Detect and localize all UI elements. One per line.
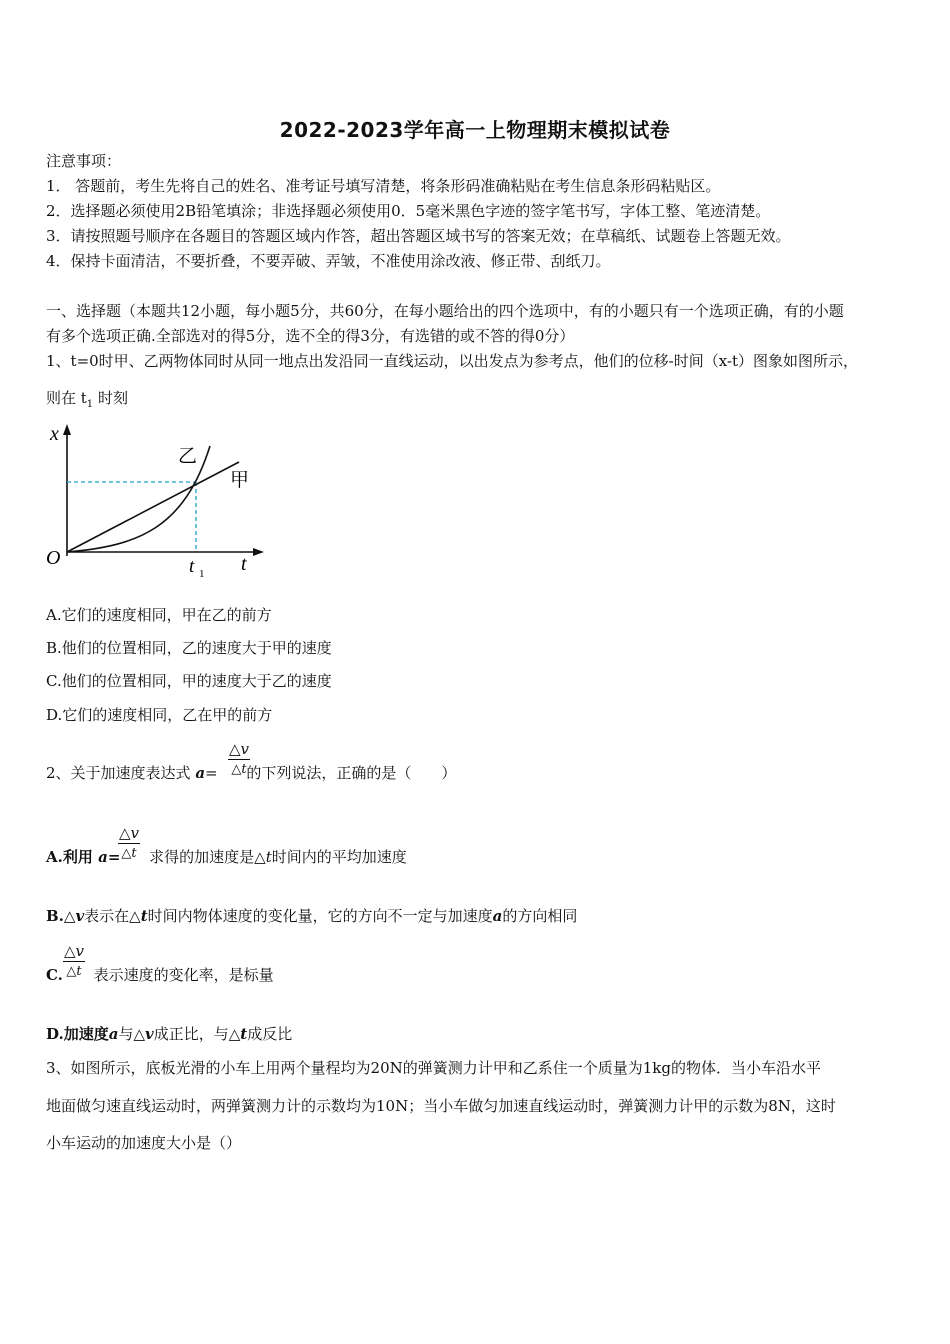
y-axis-label: x	[50, 423, 59, 445]
t1-subscript: 1	[199, 568, 205, 580]
q2-stem: 2、关于加速度表达式 a= 的下列说法，正确的是（ ）	[46, 764, 457, 782]
q1-stem-line2: 则在 $t_1$ 时刻	[46, 389, 128, 410]
q1-option-a: A.它们的速度相同，甲在乙的前方	[46, 606, 272, 624]
y-axis-arrow	[63, 424, 71, 435]
q3-stem-line: 地面做匀速直线运动时，两弹簧测力计的示数均为10N；当小车做匀加速直线运动时，弹簧测力计甲的示数为8N，这时	[46, 1097, 836, 1115]
q2-option-c: C. 表示速度的变化率，是标量	[46, 966, 274, 984]
q2-option-d: D.加速度a与△v成正比，与△t成反比	[46, 1025, 293, 1043]
q2-option-c-fraction: $\frac{\triangle v}{\triangle t}$	[64, 942, 85, 979]
notice-item: 2．选择题必须使用2B铅笔填涂；非选择题必须使用0．5毫米黑色字迹的签字笔书写，字体工整、笔迹清楚。	[46, 202, 771, 220]
jia-line	[67, 462, 239, 552]
xt-graph	[44, 420, 274, 585]
yi-label: 乙	[178, 445, 198, 467]
q2-option-a: A.利用 a= 求得的加速度是△t时间内的平均加速度	[46, 848, 407, 866]
t1-label: t	[189, 556, 195, 577]
notice-heading: 注意事项：	[46, 152, 122, 170]
section-heading-line: 一、选择题（本题共12小题，每小题5分，共60分，在每小题给出的四个选项中，有的小题只有一个选项正确，有的小题	[46, 302, 844, 320]
q1-option-d: D.它们的速度相同，乙在甲的前方	[46, 706, 273, 724]
section-heading-line: 有多个选项正确.全部选对的得5分，选不全的得3分，有选错的或不答的得0分）	[46, 327, 575, 345]
q3-stem-line: 小车运动的加速度大小是（）	[46, 1134, 242, 1152]
q1-option-c: C.他们的位置相同，甲的速度大于乙的速度	[46, 672, 332, 690]
x-axis-arrow	[253, 548, 264, 556]
q2-option-b: B.△v表示在△t时间内物体速度的变化量，它的方向不一定与加速度a的方向相同	[46, 907, 578, 925]
page-title: 2022-2023学年高一上物理期末模拟试卷	[279, 118, 671, 142]
notice-item: 4．保持卡面清洁，不要折叠，不要弄破、弄皱，不准使用涂改液、修正带、刮纸刀。	[46, 252, 611, 270]
notice-item: 3．请按照题号顺序在各题目的答题区域内作答，超出答题区域书写的答案无效；在草稿纸、试题卷上答题无效。	[46, 227, 791, 245]
origin-label: O	[46, 547, 61, 569]
q1-option-b: B.他们的位置相同，乙的速度大于甲的速度	[46, 639, 332, 657]
q3-stem-line: 3、如图所示，底板光滑的小车上用两个量程均为20N的弹簧测力计甲和乙系住一个质量为1kg的物体．当小车沿水平	[46, 1059, 821, 1077]
jia-label: 甲	[230, 469, 250, 491]
q2-stem-fraction: $\frac{\triangle v}{\triangle t}$	[229, 740, 250, 777]
q1-stem: 1、t=0时甲、乙两物体同时从同一地点出发沿同一直线运动，以出发点为参考点，他们的位移-时间（x-t）图象如图所示，	[46, 352, 859, 370]
x-axis-label: t	[241, 553, 247, 575]
q2-option-a-fraction: $\frac{\triangle v}{\triangle t}$	[119, 824, 140, 861]
notice-item: 1． 答题前，考生先将自己的姓名、准考证号填写清楚，将条形码准确粘贴在考生信息条形码粘贴区。	[46, 177, 721, 195]
